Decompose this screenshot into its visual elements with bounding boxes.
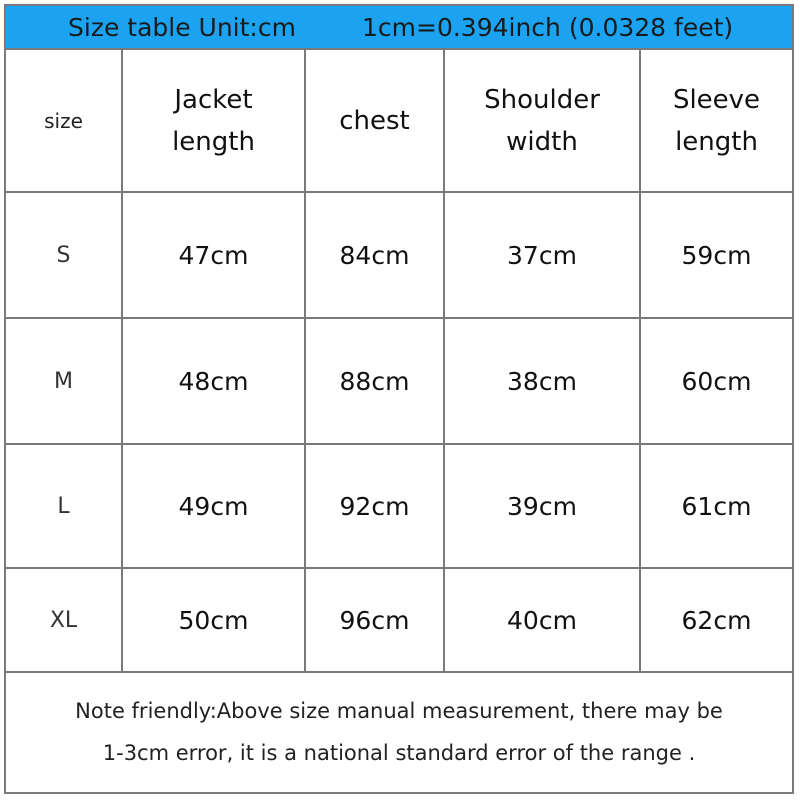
chest-cell: 88cm	[305, 318, 444, 444]
shoulder-width-cell: 40cm	[444, 568, 640, 672]
jacket-length-cell: 50cm	[122, 568, 305, 672]
header-shoulder-width-line1: Shoulder	[484, 84, 600, 115]
chest-cell: 84cm	[305, 192, 444, 318]
header-banner	[6, 6, 792, 50]
header-chest: chest	[305, 50, 444, 192]
size-cell: S	[6, 192, 122, 318]
header-jacket-length-line2: length	[172, 126, 255, 157]
jacket-length-cell: 49cm	[122, 444, 305, 568]
size-cell: XL	[6, 568, 122, 672]
table-header-row	[6, 50, 792, 192]
unit-conversion: 1cm=0.394inch (0.0328 feet)	[362, 13, 734, 42]
shoulder-width-cell: 38cm	[444, 318, 640, 444]
header-shoulder-width	[444, 50, 640, 192]
jacket-length-cell: 48cm	[122, 318, 305, 444]
size-table-title: Size table Unit:cm	[68, 13, 296, 42]
jacket-length-cell: 47cm	[122, 192, 305, 318]
size-cell: L	[6, 444, 122, 568]
shoulder-width-cell: 39cm	[444, 444, 640, 568]
size-chart	[4, 4, 794, 794]
header-jacket-length	[122, 50, 305, 192]
header-size: size	[6, 50, 122, 192]
table-row	[6, 192, 792, 318]
header-sleeve-length-line1: Sleeve	[672, 84, 761, 115]
size-table	[6, 50, 792, 673]
sleeve-length-cell: 60cm	[640, 318, 792, 444]
header-shoulder-width-line2: width	[506, 126, 578, 157]
size-cell: M	[6, 318, 122, 444]
chest-cell: 92cm	[305, 444, 444, 568]
note-line-1: Note friendly:Above size manual measurement, there may be	[75, 699, 723, 723]
header-sleeve-length-line2: length	[675, 126, 758, 157]
sleeve-length-cell: 62cm	[640, 568, 792, 672]
table-row	[6, 444, 792, 568]
table-row	[6, 318, 792, 444]
measurement-note	[6, 676, 792, 792]
note-line-2: 1-3cm error, it is a national standard error of the range .	[102, 741, 696, 765]
sleeve-length-cell: 59cm	[640, 192, 792, 318]
header-jacket-length-line1: Jacket	[174, 84, 253, 115]
table-row	[6, 568, 792, 672]
sleeve-length-cell: 61cm	[640, 444, 792, 568]
header-sleeve-length	[640, 50, 792, 192]
shoulder-width-cell: 37cm	[444, 192, 640, 318]
chest-cell: 96cm	[305, 568, 444, 672]
